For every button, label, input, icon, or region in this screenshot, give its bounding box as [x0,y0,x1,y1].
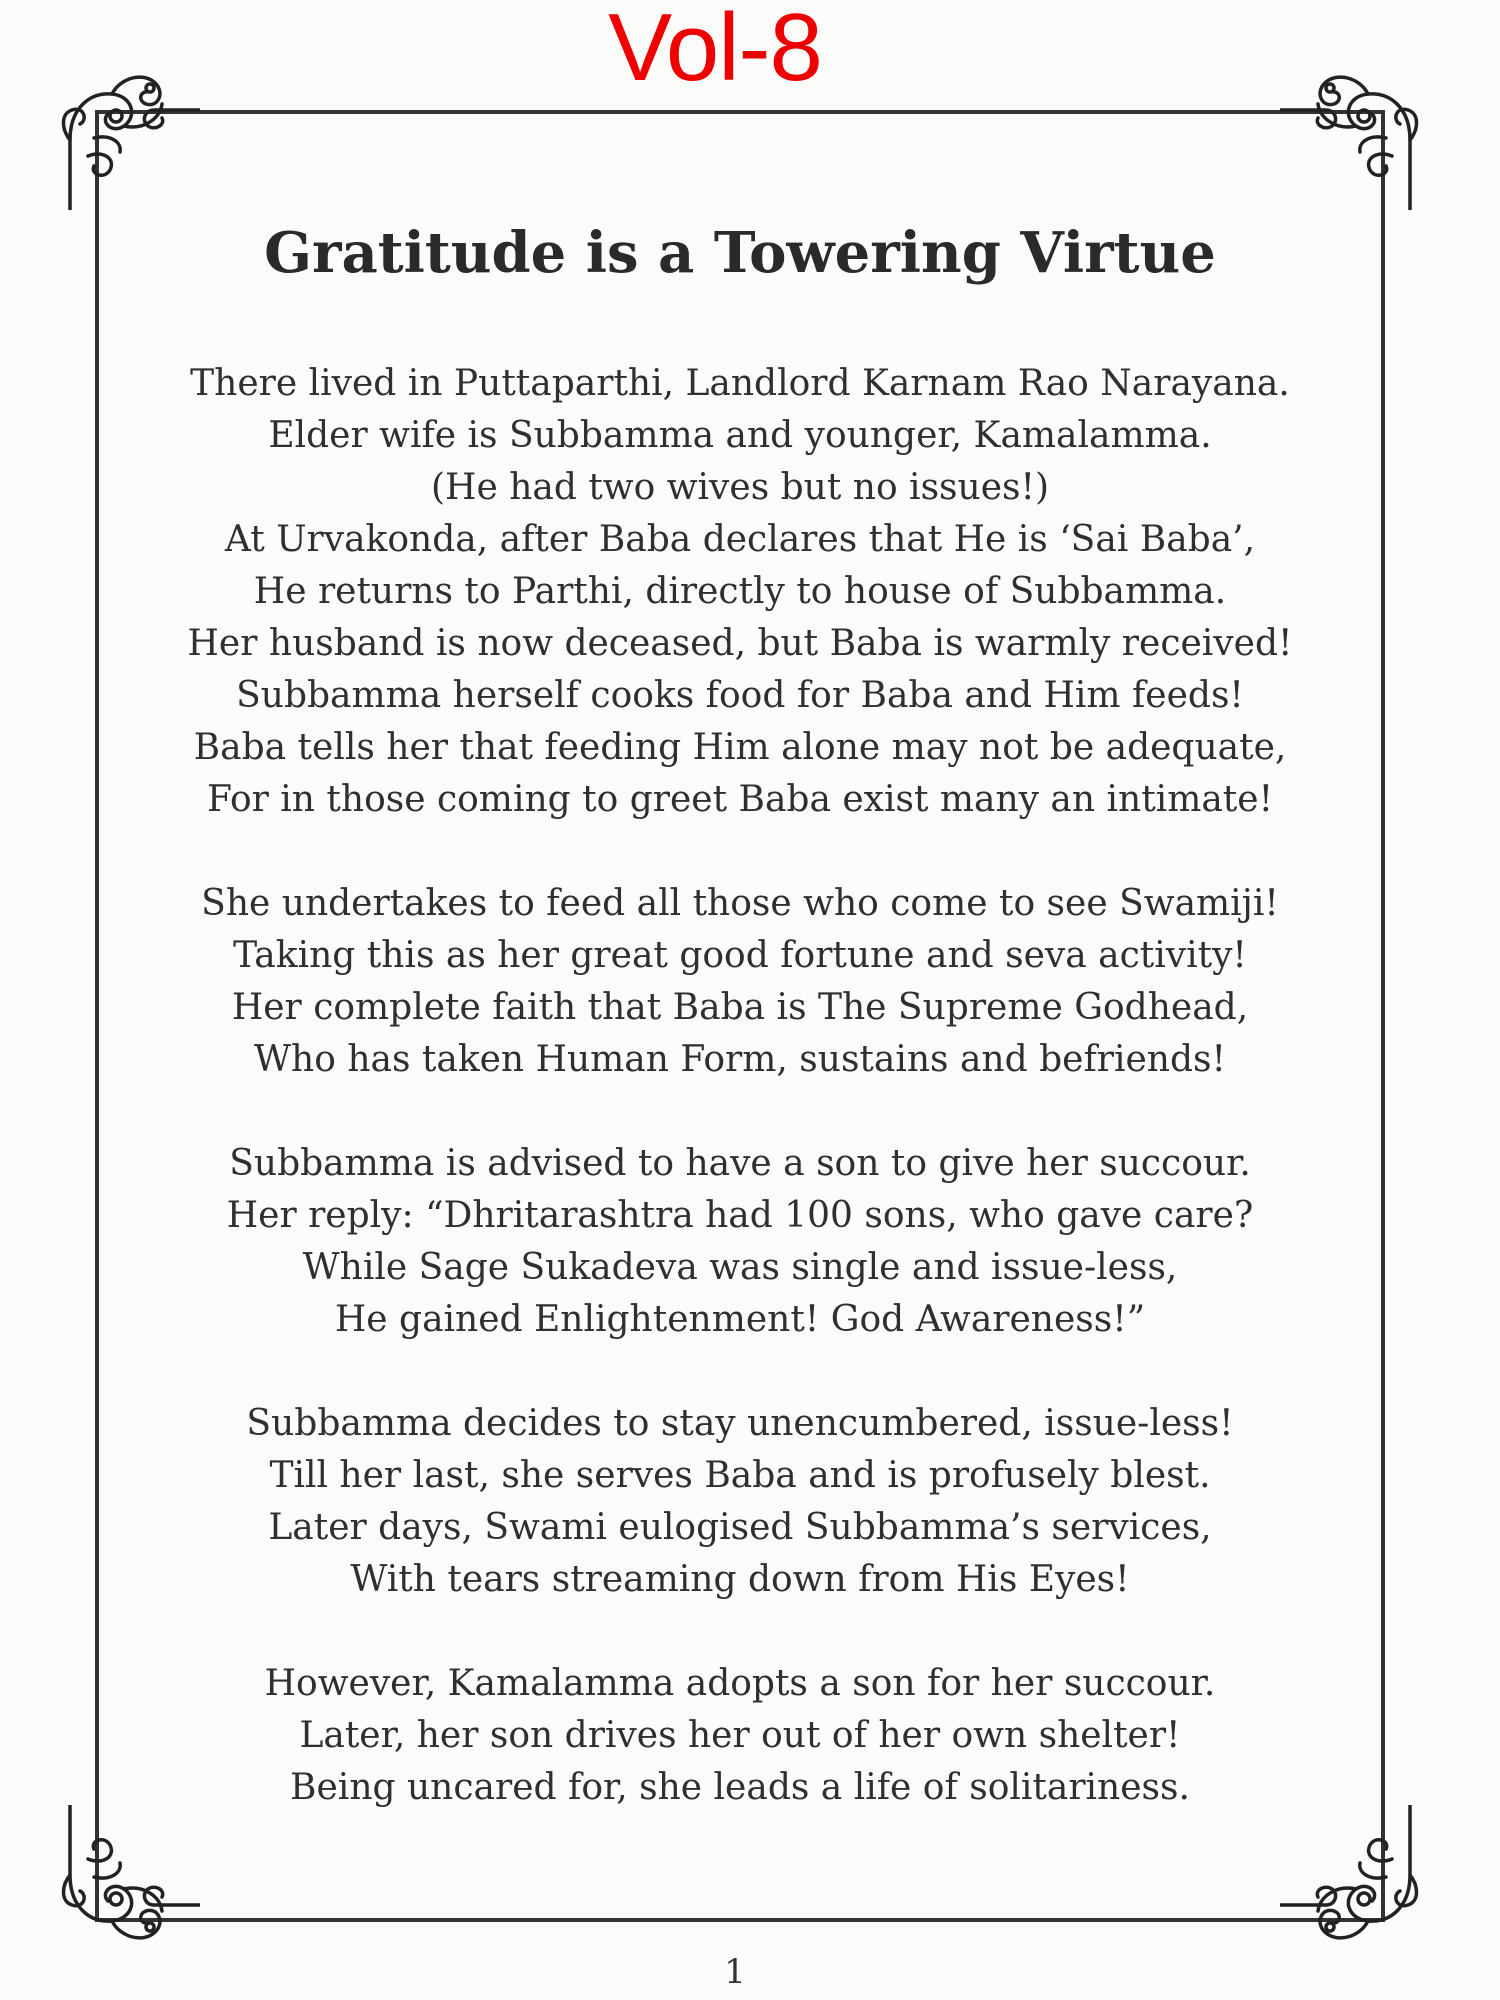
poem-line: Her reply: “Dhritarashtra had 100 sons, who gave care? [226,1195,1254,1236]
poem-line: Who has taken Human Form, sustains and befriends! [254,1039,1226,1080]
poem-line: However, Kamalamma adopts a son for her succour. [264,1663,1216,1704]
stanza-4 [100,1138,1380,1398]
poem-line: Subbamma decides to stay unencumbered, issue-less! [246,1403,1234,1444]
poem-line: Taking this as her great good fortune and seva activity! [233,935,1247,976]
scroll-ornament-icon [1280,60,1430,210]
poem-line: Being uncared for, she leads a life of solitariness. [290,1767,1190,1808]
poem-line: Subbamma is advised to have a son to give her succour. [229,1143,1251,1184]
corner-ornament-top-right [1280,60,1430,210]
poem-line: Her complete faith that Baba is The Supreme Godhead, [231,987,1249,1028]
stanza-5 [100,1398,1380,1658]
poem-line: Till her last, she serves Baba and is profusely blest. [269,1455,1211,1496]
stanza-1 [100,358,1380,618]
poem-line: With tears streaming down from His Eyes! [350,1559,1130,1600]
poem-line: Her husband is now deceased, but Baba is warmly received! [187,623,1293,664]
stanza-2 [100,618,1380,878]
stanza-3 [100,878,1380,1138]
page-title: Gratitude is a Towering Virtue [264,219,1216,286]
corner-ornament-top-left [50,60,200,210]
volume-label: Vol-8 [608,0,822,101]
poem-body [100,358,1380,1918]
stanza-6 [100,1658,1380,1918]
poem-line: He gained Enlightenment! God Awareness!” [334,1299,1146,1340]
poem-line: Later, her son drives her out of her own shelter! [299,1715,1181,1756]
poem-line: At Urvakonda, after Baba declares that He is ‘Sai Baba’, [224,519,1256,560]
poem-line: He returns to Parthi, directly to house of Subbamma. [253,571,1227,612]
poem-line: (He had two wives but no issues!) [431,467,1049,508]
poem-line: Subbamma herself cooks food for Baba and Him feeds! [236,675,1244,716]
poem-line: For in those coming to greet Baba exist many an intimate! [206,779,1274,820]
page-number: 1 [724,1952,746,1992]
poem-line: Elder wife is Subbamma and younger, Kamalamma. [268,415,1212,456]
poem-line: While Sage Sukadeva was single and issue-less, [302,1247,1178,1288]
scroll-ornament-icon [50,60,200,210]
poem-line: There lived in Puttaparthi, Landlord Karnam Rao Narayana. [190,363,1290,404]
poem-line: Baba tells her that feeding Him alone may not be adequate, [193,727,1287,768]
poem-line: She undertakes to feed all those who come to see Swamiji! [201,883,1279,924]
poem-line: Later days, Swami eulogised Subbamma’s services, [268,1507,1212,1548]
